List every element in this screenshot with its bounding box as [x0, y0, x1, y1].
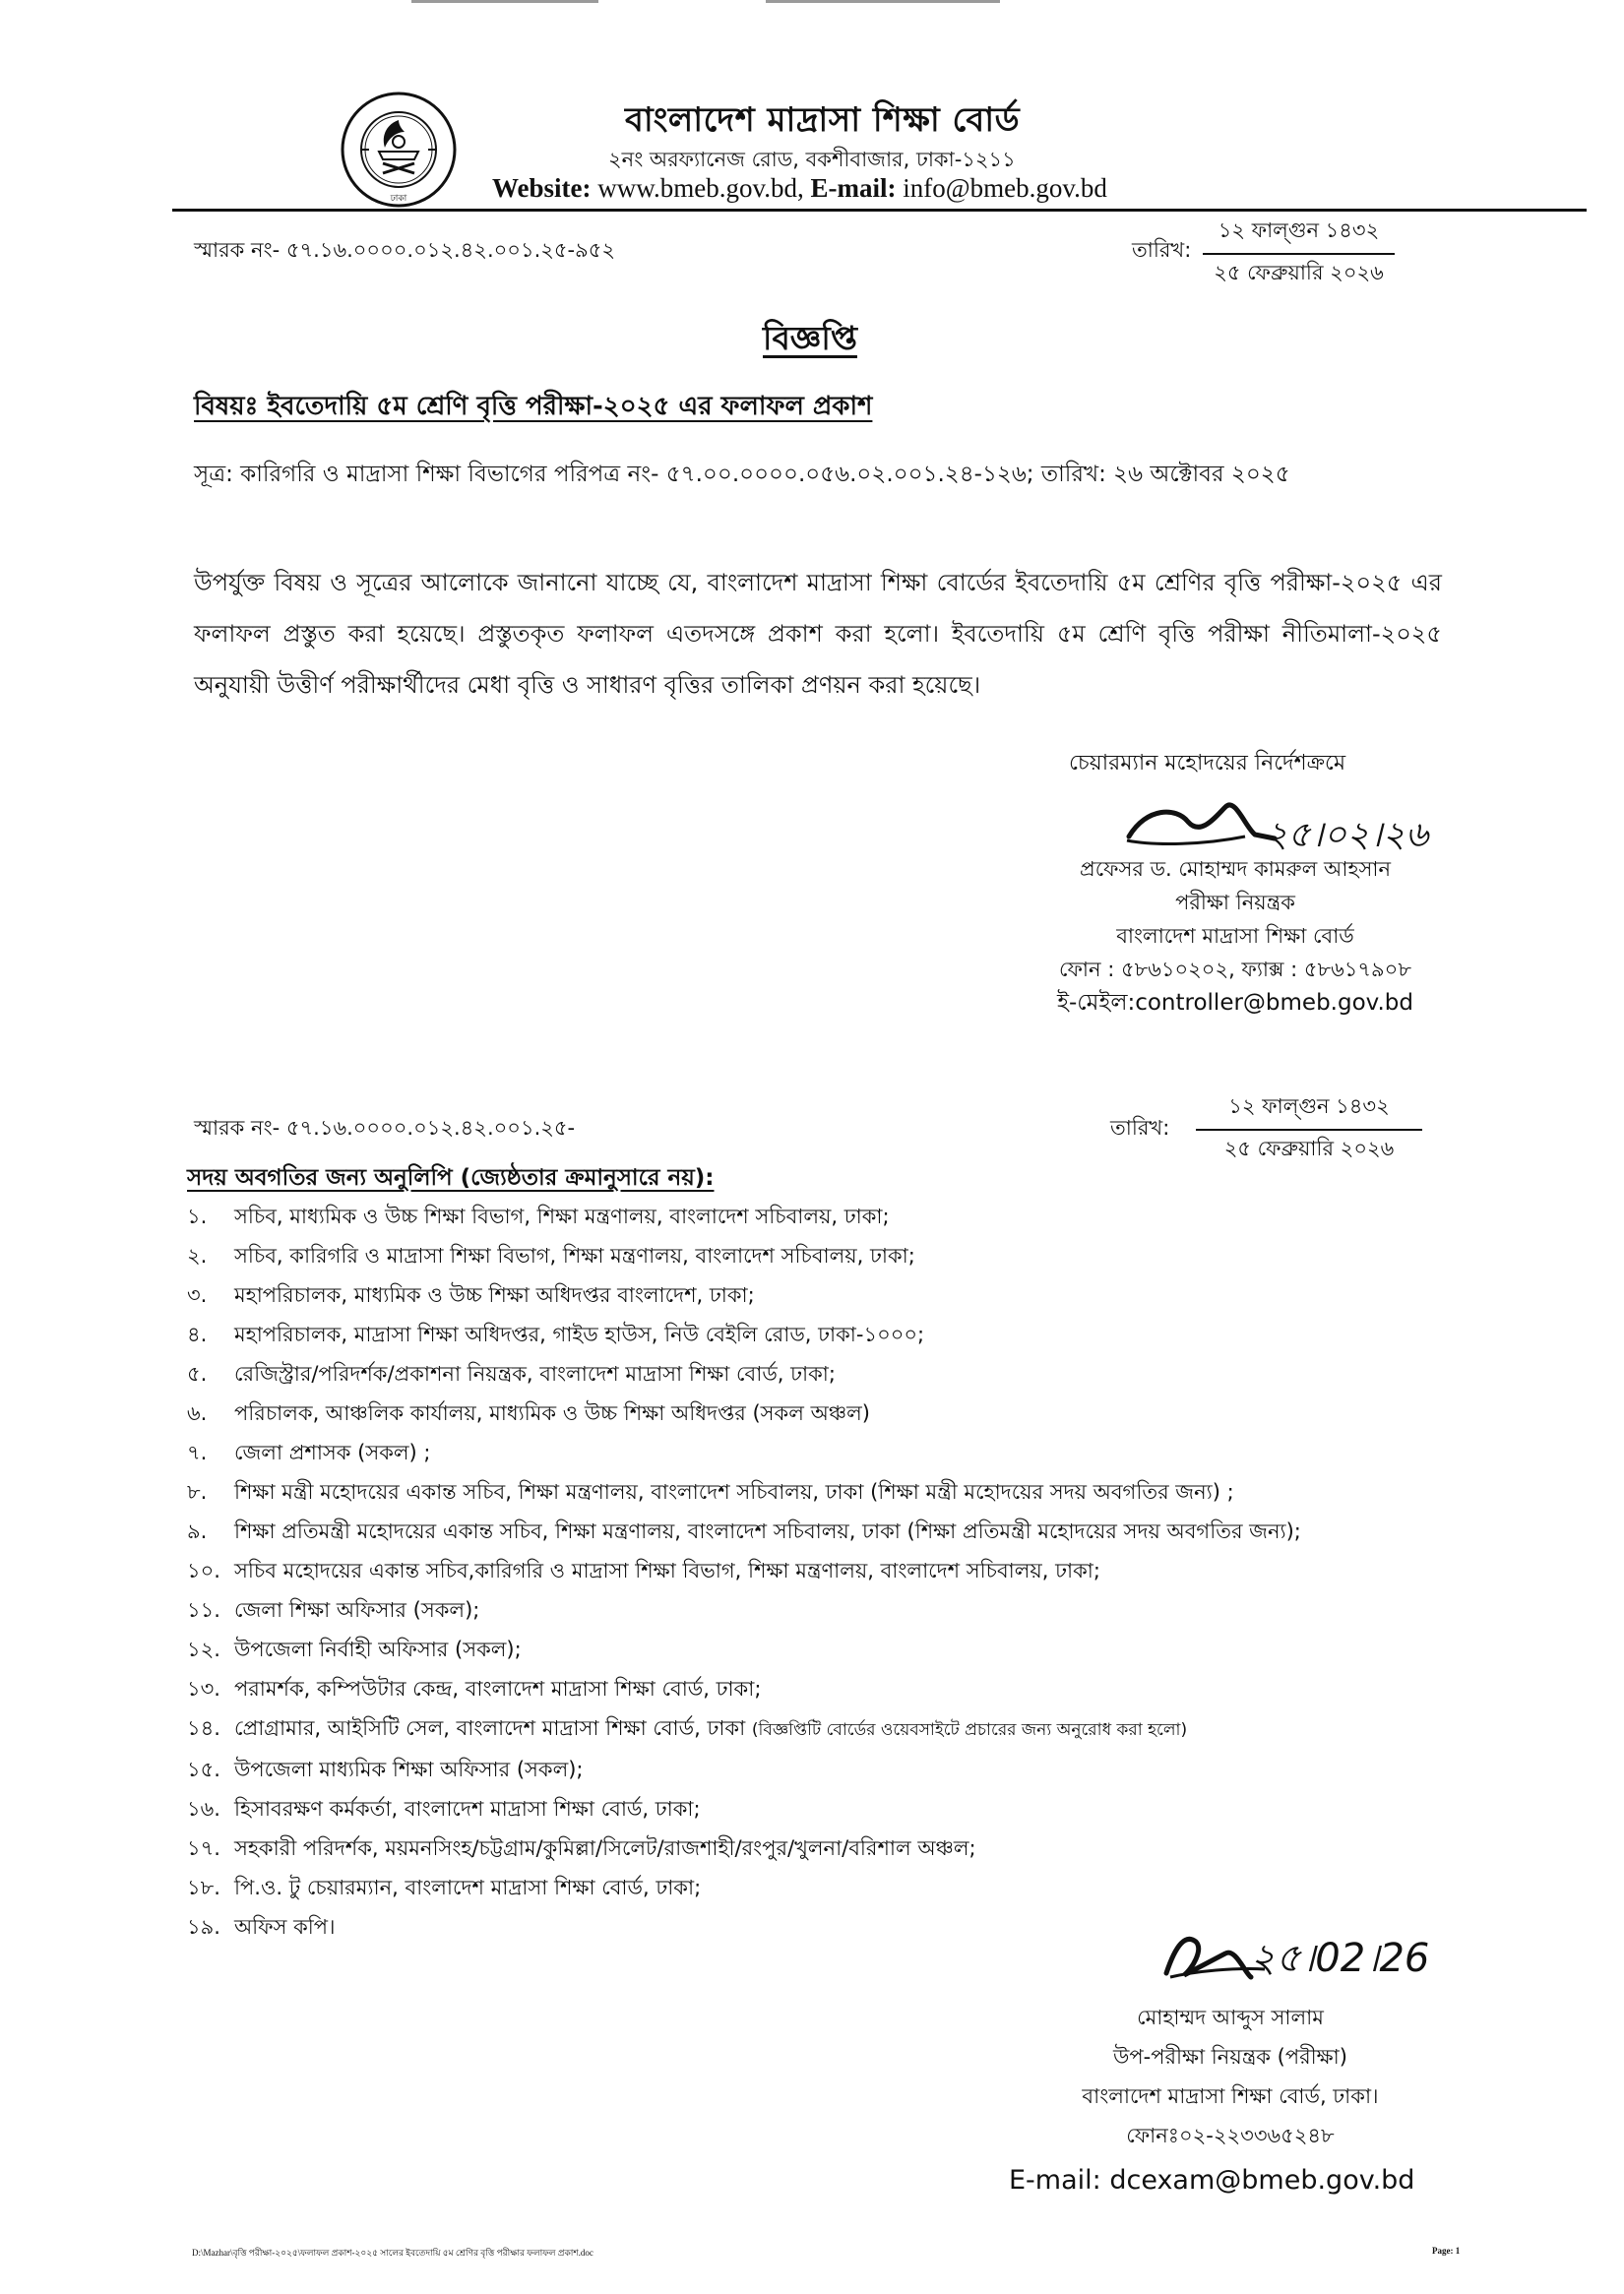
signature-2-date: ২৫।02।26	[1250, 1936, 1430, 1981]
memo-number-2: স্মারক নং- ৫৭.১৬.০০০০.০১২.৪২.০০১.২৫-	[194, 1116, 576, 1140]
copy-to-item-text	[234, 1277, 1429, 1313]
copy-to-item-number: ২.	[187, 1244, 208, 1268]
header-rule	[172, 209, 1587, 212]
copy-to-item-text	[234, 1356, 1429, 1392]
copy-to-item-number: ১৪.	[187, 1716, 220, 1740]
date-label: তারিখ:	[1132, 238, 1192, 262]
copy-to-item-text	[234, 1317, 1429, 1352]
copy-to-item-number: ৮.	[187, 1480, 208, 1504]
copy-to-item	[187, 1553, 1429, 1588]
copy-to-item-number: ১৮.	[187, 1876, 220, 1899]
copy-to-item-main: উপজেলা মাধ্যমিক শিক্ষা অফিসার (সকল);	[234, 1758, 584, 1781]
copy-to-item	[187, 1791, 1429, 1827]
copy-to-item	[187, 1277, 1429, 1313]
memo-number: স্মারক নং- ৫৭.১৬.০০০০.০১২.৪২.০০১.২৫-৯৫২	[194, 238, 616, 262]
copy-to-item	[187, 1632, 1429, 1667]
footer-page-number: Page: 1	[1432, 2246, 1461, 2256]
logo-city-text: ঢাকা	[390, 194, 407, 204]
copy-to-item-main: জেলা প্রশাসক (সকল) ;	[234, 1441, 431, 1464]
signatory-1-designation: পরীক্ষা নিয়ন্ত্রক	[1175, 891, 1295, 914]
copy-to-item-main: সহকারী পরিদর্শক, ময়মনসিংহ/চট্টগ্রাম/কুমিল্লা/সিলেট/রাজশাহী/রংপুর/খুলনা/বরিশাল অঞ্চল;	[234, 1836, 976, 1860]
copy-to-item-number: ৬.	[187, 1401, 208, 1425]
copy-to-item-number: ৯.	[187, 1519, 208, 1543]
signatory-2-block	[1033, 1998, 1427, 2155]
copy-to-item-text	[234, 1435, 1429, 1470]
date-english-2: ২৫ ফেব্রুয়ারি ২০২৬	[1223, 1137, 1395, 1160]
copy-to-item-text	[234, 1710, 1429, 1748]
board-name: বাংলাদেশ মাদ্রাসা শিক্ষা বোর্ড	[625, 100, 1021, 140]
copy-to-item	[187, 1395, 1429, 1431]
footer-file-path: D:\Mazhar\বৃত্তি পরীক্ষা-২০২৫\ফলাফল প্রকাশ-২০২৫ সালের ইবতেদায়ি ৫ম শ্রেণির বৃত্তি পরীক্ষার ফলাফল প্রকাশ.doc	[192, 2248, 593, 2258]
copy-to-item-text	[234, 1870, 1429, 1905]
copy-to-item-number: ১০.	[187, 1559, 220, 1582]
copy-to-item-main: মহাপরিচালক, মাধ্যমিক ও উচ্চ শিক্ষা অধিদপ্তর বাংলাদেশ, ঢাকা;	[234, 1283, 755, 1307]
scan-edge-line	[766, 0, 1000, 3]
copy-to-item-text	[234, 1671, 1429, 1706]
copy-to-item-number: ৭.	[187, 1441, 208, 1464]
copy-to-item	[187, 1435, 1429, 1470]
by-order-text: চেয়ারম্যান মহোদয়ের নির্দেশক্রমে	[1069, 751, 1346, 775]
copy-to-item-main: অফিস কপি।	[234, 1915, 336, 1939]
copy-to-item	[187, 1356, 1429, 1392]
copy-to-item-number: ১৭.	[187, 1836, 220, 1860]
copy-to-item-main: সচিব মহোদয়ের একান্ত সচিব,কারিগরি ও মাদ্রাসা শিক্ষা বিভাগ, শিক্ষা মন্ত্রণালয়, বাংলাদেশ সচিবালয়, ঢাকা;	[234, 1559, 1100, 1582]
copy-to-item-text	[234, 1592, 1429, 1628]
copy-to-item	[187, 1474, 1429, 1510]
copy-to-item	[187, 1238, 1429, 1273]
copy-to-title: সদয় অবগতির জন্য অনুলিপি (জ্যেষ্ঠতার ক্রমানুসারে নয়):	[187, 1165, 715, 1191]
copy-to-item	[187, 1870, 1429, 1905]
copy-to-item-number: ১১.	[187, 1598, 220, 1622]
copy-to-item-text	[234, 1791, 1429, 1827]
copy-to-item-main: প্রোগ্রামার, আইসিটি সেল, বাংলাদেশ মাদ্রাসা শিক্ষা বোর্ড, ঢাকা	[234, 1716, 746, 1740]
date-block	[1203, 215, 1395, 291]
signature-1-date: ২৫।০২।২৬	[1265, 815, 1429, 855]
copy-to-item	[187, 1514, 1429, 1549]
copy-to-item	[187, 1830, 1429, 1866]
copy-to-item-number: ৪.	[187, 1323, 208, 1346]
signatory-2-email[interactable]: E-mail: dcexam@bmeb.gov.bd	[1009, 2165, 1415, 2196]
copy-to-item-main: শিক্ষা প্রতিমন্ত্রী মহোদয়ের একান্ত সচিব, শিক্ষা মন্ত্রণালয়, বাংলাদেশ সচিবালয়, ঢাকা (শিক্ষা প্রতিমন্ত্রী মহোদয়ের সদয় অবগতির জন্য);	[234, 1519, 1301, 1543]
copy-to-item	[187, 1710, 1429, 1748]
signatory-2-office: বাংলাদেশ মাদ্রাসা শিক্ষা বোর্ড, ঢাকা।	[1082, 2084, 1379, 2108]
copy-to-item-text	[234, 1199, 1429, 1234]
signatory-1-block	[1009, 852, 1462, 1020]
notice-body: উপর্যুক্ত বিষয় ও সূত্রের আলোকে জানানো যাচ্ছে যে, বাংলাদেশ মাদ্রাসা শিক্ষা বোর্ডের ইবতেদায়ি ৫ম শ্রেণির বৃত্তি পরীক্ষা-২০২৫ এর ফলাফল প্রস্তুত করা হয়েছে। প্রস্তুতকৃত ফলাফল এতদসঙ্গে প্রকাশ করা হলো। ইবতেদায়ি ৫ম শ্রেণি বৃত্তি পরীক্ষা নীতিমালা-২০২৫ অনুযায়ী উত্তীর্ণ পরীক্ষার্থীদের মেধা বৃত্তি ও সাধারণ বৃত্তির তালিকা প্রণয়ন করা হয়েছে।	[194, 569, 1442, 699]
signatory-1-name: প্রফেসর ড. মোহাম্মদ কামরুল আহসান	[1080, 857, 1391, 881]
date-bangla: ১২ ফাল্গুন ১৪৩২	[1218, 218, 1380, 242]
copy-to-item	[187, 1317, 1429, 1352]
copy-to-item-text	[234, 1632, 1429, 1667]
copy-to-item-text	[234, 1474, 1429, 1510]
signatory-1-office: বাংলাদেশ মাদ্রাসা শিক্ষা বোর্ড	[1116, 924, 1354, 948]
website-label: Website:	[492, 173, 592, 203]
copy-to-item-number: ৫.	[187, 1362, 208, 1386]
copy-to-item-text	[234, 1514, 1429, 1549]
copy-to-item-main: পরামর্শক, কম্পিউটার কেন্দ্র, বাংলাদেশ মাদ্রাসা শিক্ষা বোর্ড, ঢাকা;	[234, 1677, 762, 1701]
date-bangla-2: ১২ ফাল্গুন ১৪৩২	[1228, 1094, 1390, 1118]
notice-subject: বিষয়ঃ ইবতেদায়ি ৫ম শ্রেণি বৃত্তি পরীক্ষা-২০২৫ এর ফলাফল প্রকাশ	[194, 392, 873, 421]
copy-to-item-number: ১৩.	[187, 1677, 220, 1701]
copy-to-item-main: মহাপরিচালক, মাদ্রাসা শিক্ষা অধিদপ্তর, গাইড হাউস, নিউ বেইলি রোড, ঢাকা-১০০০;	[234, 1323, 925, 1346]
copy-to-item-number: ১৯.	[187, 1915, 220, 1939]
email-label: E-mail:	[810, 173, 897, 203]
copy-to-item	[187, 1671, 1429, 1706]
copy-to-item-text	[234, 1752, 1429, 1787]
email-link[interactable]: info@bmeb.gov.bd	[903, 173, 1107, 203]
date-block-2	[1196, 1090, 1422, 1167]
copy-to-item-main: সচিব, কারিগরি ও মাদ্রাসা শিক্ষা বিভাগ, শিক্ষা মন্ত্রণালয়, বাংলাদেশ সচিবালয়, ঢাকা;	[234, 1244, 915, 1268]
notice-reference: সূত্র: কারিগরি ও মাদ্রাসা শিক্ষা বিভাগের পরিপত্র নং- ৫৭.০০.০০০০.০৫৬.০২.০০১.২৪-১২৬; তারিখ: ২৬ অক্টোবর ২০২৫	[194, 462, 1290, 487]
copy-to-item-number: ১৬.	[187, 1797, 220, 1821]
copy-to-item-text	[234, 1553, 1429, 1588]
signatory-2-name: মোহাম্মদ আব্দুস সালাম	[1137, 2006, 1324, 2029]
copy-to-item-number: ১২.	[187, 1638, 220, 1661]
copy-to-item-number: ১৫.	[187, 1758, 220, 1781]
board-logo	[340, 91, 458, 209]
copy-to-item-main: সচিব, মাধ্যমিক ও উচ্চ শিক্ষা বিভাগ, শিক্ষা মন্ত্রণালয়, বাংলাদেশ সচিবালয়, ঢাকা;	[234, 1205, 890, 1228]
website-link[interactable]: www.bmeb.gov.bd,	[597, 173, 804, 203]
scan-edge-line	[411, 0, 598, 3]
copy-to-item	[187, 1752, 1429, 1787]
copy-to-item-note: (বিজ্ঞপ্তিটি বোর্ডের ওয়েবসাইটে প্রচারের জন্য অনুরোধ করা হলো)	[751, 1720, 1188, 1740]
copy-to-item-main: শিক্ষা মন্ত্রী মহোদয়ের একান্ত সচিব, শিক্ষা মন্ত্রণালয়, বাংলাদেশ সচিবালয়, ঢাকা (শিক্ষা মন্ত্রী মহোদয়ের সদয় অবগতির জন্য) ;	[234, 1480, 1234, 1504]
signatory-2-phone: ফোনঃ০২-২২৩৩৬৫২৪৮	[1126, 2124, 1335, 2147]
copy-to-item-main: জেলা শিক্ষা অফিসার (সকল);	[234, 1598, 480, 1622]
date-english: ২৫ ফেব্রুয়ারি ২০২৬	[1214, 261, 1384, 284]
copy-to-item-main: হিসাবরক্ষণ কর্মকর্তা, বাংলাদেশ মাদ্রাসা শিক্ষা বোর্ড, ঢাকা;	[234, 1797, 701, 1821]
copy-to-item	[187, 1592, 1429, 1628]
notice-heading: বিজ্ঞপ্তি	[763, 319, 857, 357]
board-contact-line	[492, 173, 1107, 204]
date-divider-2	[1196, 1129, 1422, 1131]
copy-to-item-text	[234, 1238, 1429, 1273]
copy-to-item-number: ১.	[187, 1205, 208, 1228]
signatory-2-designation: উপ-পরীক্ষা নিয়ন্ত্রক (পরীক্ষা)	[1113, 2045, 1347, 2069]
copy-to-item	[187, 1199, 1429, 1234]
date-label-2: তারিখ:	[1110, 1116, 1170, 1140]
date-divider	[1203, 253, 1395, 255]
copy-to-list	[187, 1199, 1429, 1949]
copy-to-item-main: রেজিস্ট্রার/পরিদর্শক/প্রকাশনা নিয়ন্ত্রক, বাংলাদেশ মাদ্রাসা শিক্ষা বোর্ড, ঢাকা;	[234, 1362, 836, 1386]
copy-to-item-main: পরিচালক, আঞ্চলিক কার্যালয়, মাধ্যমিক ও উচ্চ শিক্ষা অধিদপ্তর (সকল অঞ্চল)	[234, 1401, 870, 1425]
copy-to-item-number: ৩.	[187, 1283, 208, 1307]
board-address: ২নং অরফ্যানেজ রোড, বকশীবাজার, ঢাকা-১২১১	[608, 148, 1016, 171]
copy-to-item-main: উপজেলা নির্বাহী অফিসার (সকল);	[234, 1638, 522, 1661]
copy-to-item-main: পি.ও. টু চেয়ারম্যান, বাংলাদেশ মাদ্রাসা শিক্ষা বোর্ড, ঢাকা;	[234, 1876, 702, 1899]
copy-to-item-text	[234, 1830, 1429, 1866]
signatory-1-email[interactable]: ই-মেইল:controller@bmeb.gov.bd	[1056, 990, 1413, 1016]
copy-to-item-text	[234, 1395, 1429, 1431]
signatory-1-phone: ফোন : ৫৮৬১০২০২, ফ্যাক্স : ৫৮৬১৭৯০৮	[1059, 958, 1411, 981]
signature-2	[1156, 1914, 1452, 1993]
